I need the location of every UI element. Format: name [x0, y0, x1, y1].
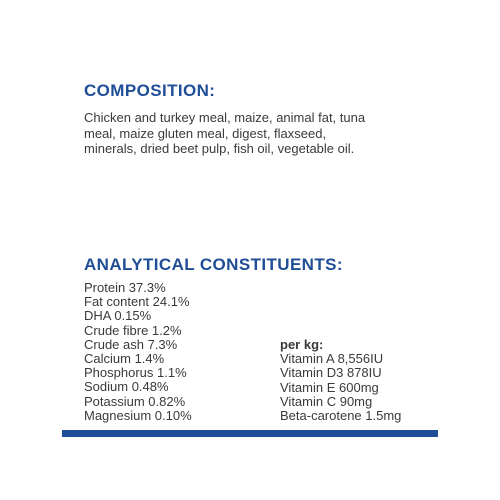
- constituent-item: Phosphorus 1.1%: [84, 365, 187, 381]
- per-kg-list: [280, 352, 401, 423]
- composition-heading: COMPOSITION:: [84, 81, 216, 100]
- composition-line: meal, maize gluten meal, digest, flaxseed,: [84, 125, 327, 141]
- constituent-item: Potassium 0.82%: [84, 393, 186, 409]
- bottom-accent-bar: [62, 430, 438, 437]
- composition-line: Chicken and turkey meal, maize, animal fat, tuna: [84, 110, 366, 125]
- per-kg-item: Vitamin C 90mg: [280, 393, 373, 409]
- per-kg-item: Vitamin D3 878IU: [280, 365, 382, 381]
- constituent-item: Protein 37.3%: [84, 280, 166, 295]
- constituent-item: Magnesium 0.10%: [84, 407, 192, 423]
- constituent-item: DHA 0.15%: [84, 308, 152, 324]
- per-kg-item: Beta-carotene 1.5mg: [280, 408, 402, 424]
- composition-line: minerals, dried beet pulp, fish oil, vegetable oil.: [84, 141, 355, 156]
- composition-text: [84, 110, 424, 157]
- constituent-item: Sodium 0.48%: [84, 379, 169, 395]
- per-kg-item: Vitamin E 600mg: [280, 379, 379, 395]
- per-kg-section: [280, 338, 401, 423]
- constituent-item: Crude fibre 1.2%: [84, 322, 182, 338]
- constituent-item: Fat content 24.1%: [84, 294, 190, 310]
- constituents-list: [84, 281, 192, 423]
- analytical-constituents-heading: ANALYTICAL CONSTITUENTS:: [84, 255, 343, 274]
- per-kg-heading: per kg:: [280, 337, 324, 352]
- constituent-item: Crude ash 7.3%: [84, 336, 178, 352]
- constituent-item: Calcium 1.4%: [84, 351, 165, 367]
- per-kg-item: Vitamin A 8,556IU: [280, 351, 384, 367]
